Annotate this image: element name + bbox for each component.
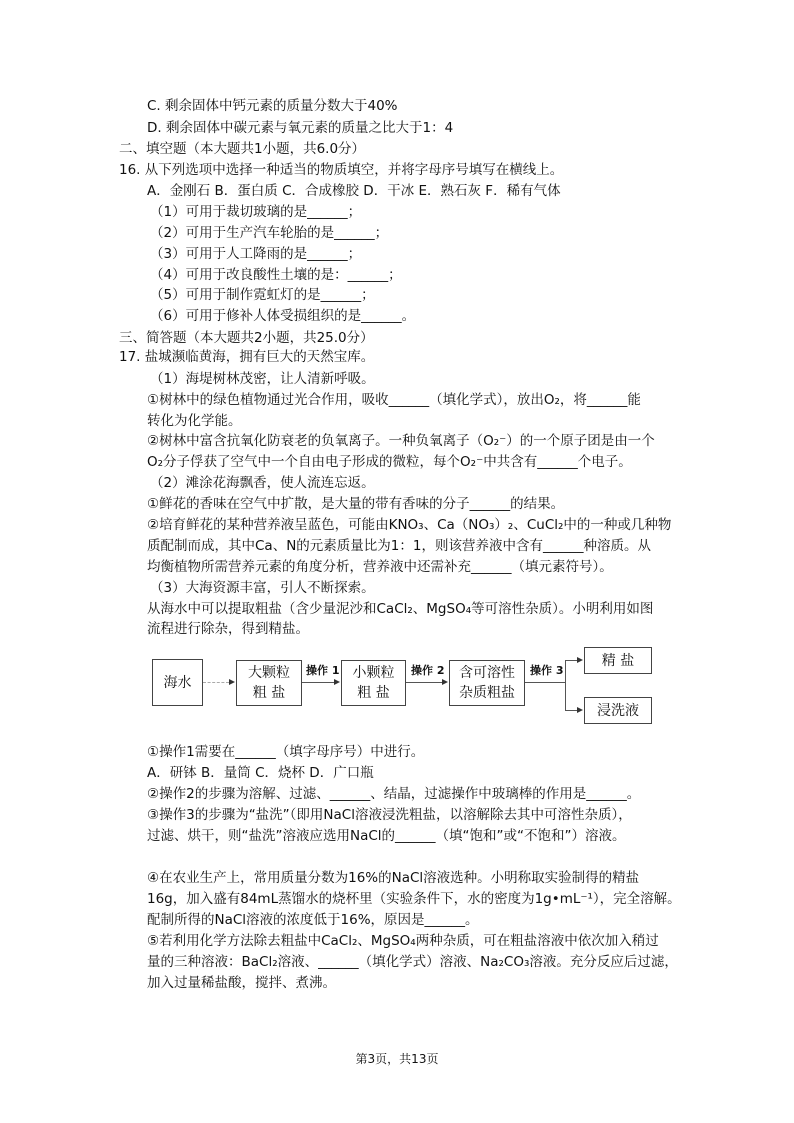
question-17-line: 过滤、烘干，则“盐洗”溶液应选用NaCl的______（填“饱和”或“不饱和”）溶液。 (147, 828, 626, 844)
flow-arrow (565, 660, 577, 661)
question-16-item: （1）可用于裁切玻璃的是______； (150, 204, 362, 220)
option-d: D. 剩余固体中碳元素与氧元素的质量之比大于1：4 (147, 120, 454, 136)
question-17-line: ③操作3的步骤为“盐洗”（即用NaCl溶液浸洗粗盐，以溶解除去其中可溶性杂质）， (147, 807, 632, 823)
question-17-line: （3）大海资源丰富，引人不断探索。 (150, 580, 375, 596)
question-17-line: ②操作2的步骤为溶解、过滤、______、结晶，过滤操作中玻璃棒的作用是______。 (147, 786, 641, 802)
question-16-stem: 16. 从下列选项中选择一种适当的物质填空，并将字母序号填写在横线上。 (119, 162, 564, 178)
question-17-line: ①操作1需要在______（填字母序号）中进行。 (147, 744, 425, 760)
question-16-item: （2）可用于生产汽车轮胎的是______； (150, 225, 389, 241)
flow-box-soluble-impurity-salt: 含可溶性 杂质粗盐 (449, 660, 525, 706)
question-17-line: 加入过量稀盐酸，搅拌、煮沸。 (147, 975, 336, 991)
flow-arrow (406, 682, 442, 683)
question-17-line: ⑤若利用化学方法除去粗盐中CaCl₂、MgSO₄两种杂质，可在粗盐溶液中依次加入稍过 (147, 933, 659, 949)
flow-label-op1: 操作 1 (306, 664, 340, 677)
flow-label-op2: 操作 2 (411, 664, 445, 677)
question-17-line: A．研钵 B．量筒 C．烧杯 D．广口瓶 (147, 765, 374, 781)
arrowhead-icon (229, 679, 235, 685)
flow-label-op3: 操作 3 (530, 664, 564, 677)
section-heading-short-answer: 三、简答题（本大题共2小题，共25.0分） (119, 330, 374, 346)
question-17-line: 量的三种溶液：BaCl₂溶液、______（填化学式）溶液、Na₂CO₃溶液。充分反应后过滤， (147, 954, 678, 970)
question-16-item: （6）可用于修补人体受损组织的是______。 (150, 308, 416, 324)
arrowhead-icon (334, 679, 340, 685)
flow-branch (565, 660, 566, 710)
question-17-line: 17. 盐城濒临黄海，拥有巨大的天然宝库。 (119, 349, 375, 365)
question-17-line: 转化为化学能。 (147, 413, 242, 429)
question-16-item: （5）可用于制作霓虹灯的是______； (150, 287, 375, 303)
arrowhead-icon (577, 657, 583, 663)
flow-box-seawater: 海水 (152, 659, 203, 706)
flow-arrow (203, 682, 229, 683)
flow-arrow (525, 682, 565, 683)
question-17-line: 从海水中可以提取粗盐（含少量泥沙和CaCl₂、MgSO₄等可溶性杂质）。小明利用如图 (147, 601, 654, 617)
arrowhead-icon (577, 707, 583, 713)
question-17-line: ④在农业生产上，常用质量分数为16%的NaCl溶液选种。小明称取实验制得的精盐 (147, 870, 640, 886)
question-17-line: ①树林中的绿色植物通过光合作用，吸收______（填化学式），放出O₂，将______能 (147, 392, 641, 408)
option-c: C. 剩余固体中钙元素的质量分数大于40% (147, 98, 398, 114)
question-17-line: 16g，加入盛有84mL蒸馏水的烧杯里（实验条件下，水的密度为1g•mL⁻¹），完全溶解。 (147, 891, 681, 907)
question-17-line: （2）滩涂花海飘香，使人流连忘返。 (150, 475, 375, 491)
question-16-item: （4）可用于改良酸性土壤的是：______； (150, 267, 402, 283)
flow-box-small-crude-salt: 小颗粒 粗 盐 (341, 660, 406, 706)
flow-box-fine-salt: 精 盐 (584, 647, 652, 674)
arrowhead-icon (442, 679, 448, 685)
flow-box-wash-liquid: 浸洗液 (584, 697, 652, 724)
flow-arrow (302, 682, 334, 683)
question-17-line: 均衡植物所需营养元素的角度分析，营养液中还需补充______（填元素符号）。 (147, 559, 613, 575)
question-17-line: ②树林中富含抗氧化防衰老的负氧离子。一种负氧离子（O₂⁻）的一个原子团是由一个 (147, 433, 655, 449)
question-17-line: 流程进行除杂，得到精盐。 (147, 621, 309, 637)
page-footer: 第3页，共13页 (355, 1052, 439, 1066)
question-17-line: ②培育鲜花的某种营养液呈蓝色，可能由KNO₃、Ca（NO₃）₂、CuCl₂中的一种或几种物 (147, 517, 672, 533)
question-16-options: A．金刚石 B．蛋白质 C．合成橡胶 D．干冰 E．熟石灰 F．稀有气体 (147, 183, 561, 199)
question-17-line: 质配制而成，其中Ca、N的元素质量比为1：1，则该营养液中含有______种溶质。从 (147, 538, 651, 554)
question-17-line: 配制所得的NaCl溶液的浓度低于16%，原因是______。 (147, 912, 479, 928)
question-16-item: （3）可用于人工降雨的是______； (150, 246, 362, 262)
question-17-line: （1）海堤树林茂密，让人清新呼吸。 (150, 371, 375, 387)
question-17-line: ①鲜花的香味在空气中扩散，是大量的带有香味的分子______的结果。 (147, 496, 565, 512)
question-17-line: O₂分子俘获了空气中一个自由电子形成的微粒，每个O₂⁻中共含有______个电子。 (147, 454, 632, 470)
flow-arrow (565, 710, 577, 711)
flow-box-large-crude-salt: 大颗粒 粗 盐 (236, 660, 302, 706)
section-heading-fill-in: 二、填空题（本大题共1小题，共6.0分） (119, 141, 366, 157)
